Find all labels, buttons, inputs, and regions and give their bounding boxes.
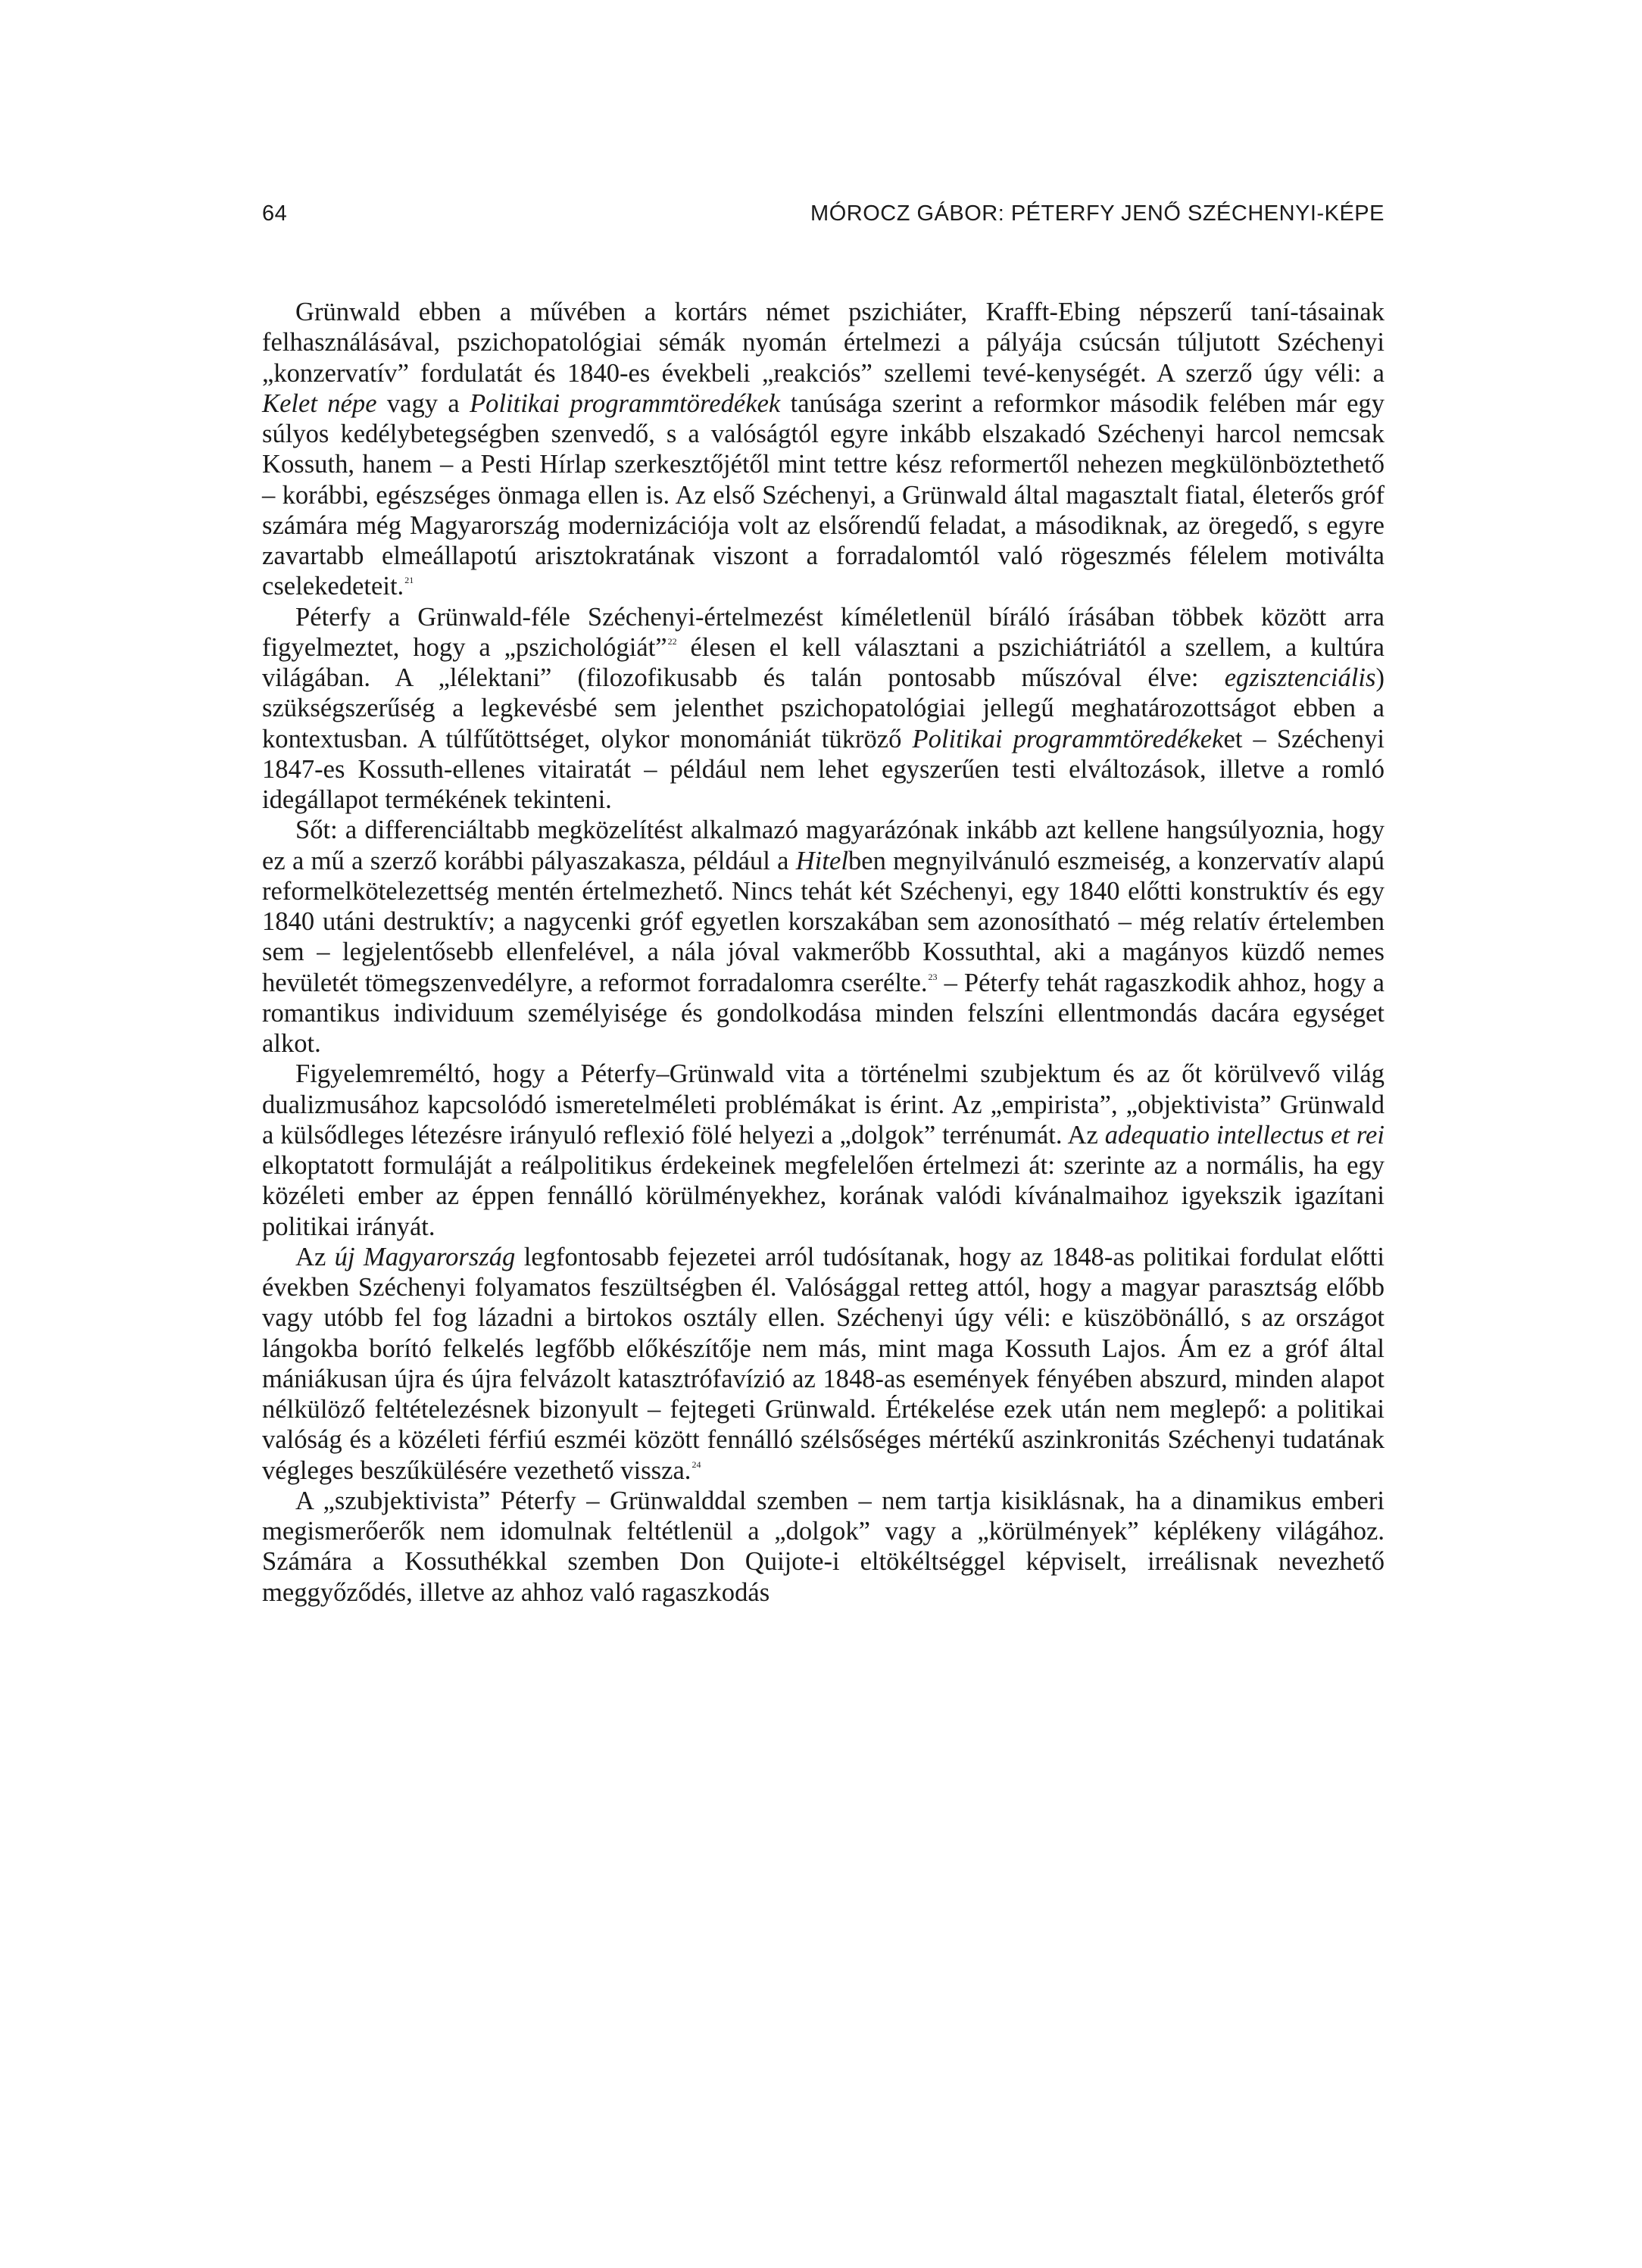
paragraph xyxy=(262,297,1384,602)
text-run: legfontosabb fejezetei arról tudósítanak, hogy az 1848-as politikai fordulat előtti években Széchenyi folyamatos feszültségben él. Valósággal retteg attól, hogy a magyar parasztság előbb vagy utóbb fel fog lázadni a birtokos osztály ellen. Széchenyi úgy véli: e küszöbönálló, s az országot lángokba borító felkelés legfőbb előkészítője nem más, mint maga Kossuth Lajos. Ám ez a gróf által mániákusan újra és újra felvázolt katasztrófavízió az 1848-as események fényében abszurd, minden alapot nélkülöző feltételezésnek bizonyult – fejtegeti Grünwald. Értékelése ezek után nem meglepő: a politikai valóság és a közéleti férfiú eszméi között fennálló szélsőséges mértékű aszinkronitás Széchenyi tudatának végleges beszűkülésére vezethető vissza. xyxy=(262,1242,1384,1485)
italic-title: egzisztenciális xyxy=(1224,663,1376,692)
italic-title: Kelet népe xyxy=(262,388,377,418)
text-run: ) szükségszerűség a legkevésbé sem jelenthet pszichopatológiai jellegű meghatározottságot ebben a kontextusban. A túlfűtöttséget, olykor monomániát tükröző xyxy=(262,663,1384,753)
italic-title: új Magyarország xyxy=(334,1242,516,1271)
footnote-marker: 23 xyxy=(928,971,938,982)
text-run: Sőt: a differenciáltabb megközelítést alkalmazó magyarázónak inkább azt kellene hangsúlyoznia, hogy ez a mű a szerző korábbi pályaszakasza, például a xyxy=(262,816,1384,875)
text-run: Figyelemreméltó, hogy a Péterfy–Grünwald vita a történelmi szubjektum és az őt körülvevő világ dualizmusához kapcsolódó ismeretelméleti problémákat is érint. Az „empirista”, „objektivista” Grünwald a külsődleges létezésre irányuló reflexió fölé helyezi a „dolgok” terrénumát. Az xyxy=(262,1059,1384,1150)
text-run: – Péterfy tehát ragaszkodik ahhoz, hogy a romantikus individuum személyisége és gondolkodása minden felszíni ellentmondás dacára egységet alkot. xyxy=(262,968,1384,1058)
page-header xyxy=(262,201,1384,239)
italic-title: Politikai programmtöredékek xyxy=(912,724,1224,753)
italic-title: Politikai programmtöredékek xyxy=(470,388,781,418)
footnote-marker: 21 xyxy=(404,575,414,586)
page-number: 64 xyxy=(262,201,288,226)
text-run: A „szubjektivista” Péterfy – Grünwalddal szemben – nem tartja kisiklásnak, ha a dinamikus emberi megismerőerők nem idomulnak feltétlenül a „dolgok” vagy a „körülmények” képlékeny világához. Számára a Kossuthékkal szemben Don Quijote-i eltökéltséggel képviselt, irreálisnak nevezhető meggyőződés, illetve az ahhoz való ragaszkodás xyxy=(262,1486,1384,1607)
main-text xyxy=(262,297,1384,1608)
paragraph xyxy=(262,602,1384,816)
text-run: Grünwald ebben a művében a kortárs német pszichiáter, Krafft-Ebing népszerű taní-tásainak felhasználásával, pszichopatológiai sémák nyomán értelmezi a pályája csúcsán túljutott Széchenyi „konzervatív” fordulatát és 1840-es évekbeli „reakciós” szellemi tevé-kenységét. A szerző úgy véli: a xyxy=(262,298,1384,388)
text-run: Péterfy a Grünwald-féle Széchenyi-értelmezést kíméletlenül bíráló írásában többek között arra figyelmeztet, hogy a „pszichológiát” xyxy=(262,602,1384,662)
italic-title: Hitel xyxy=(795,846,848,875)
italic-title: adequatio intellectus et rei xyxy=(1104,1120,1384,1150)
text-run: vagy a xyxy=(376,388,470,418)
text-run: elkoptatott formuláját a reálpolitikus érdekeinek megfelelően értelmezi át: szerinte az a normális, ha egy közéleti ember az éppen fennálló körülményekhez, korának valódi kívánalmaihoz igyekszik igazítani politikai irányát. xyxy=(262,1151,1384,1241)
text-run: ben megnyilvánuló eszmeiség, a konzervatív alapú reformelkötelezettség mentén értelmezhető. Nincs tehát két Széchenyi, egy 1840 előtti konstruktív és egy 1840 utáni destruktív; a nagycenki gróf egyetlen korszakában sem azonosítható – még relatív értelemben sem – legjelentősebb ellenfelével, a nála jóval vakmerőbb Kossuthtal, aki a magányos küzdő nemes hevületét tömegszenvedélyre, a reformot forradalomra cserélte. xyxy=(262,846,1384,997)
paragraph xyxy=(262,1059,1384,1242)
running-title: MÓROCZ GÁBOR: PÉTERFY JENŐ SZÉCHENYI-KÉPE xyxy=(810,201,1384,226)
text-run: tanúsága szerint a reformkor második felében már egy súlyos kedélybetegségben szenvedő, s a valóságtól egyre inkább elszakadó Széchenyi harcol nemcsak Kossuth, hanem – a Pesti Hírlap szerkesztőjétől mint tettre kész reformertől nehezen megkülönböztethető – korábbi, egészséges önmaga ellen is. Az első Széchenyi, a Grünwald által magasztalt fiatal, életerős gróf számára még Magyarország modernizációja volt az elsőrendű feladat, a másodiknak, az öregedő, s egyre zavartabb elmeállapotú arisztokratának viszont a forradalomtól való rögeszmés félelem motiválta cselekedeteit. xyxy=(262,388,1385,601)
text-run: élesen el kell választani a pszichiátriától a szellem, a kultúra világában. A „lélektani” (filozofikusabb és talán pontosabb műszóval élve: xyxy=(262,632,1384,692)
paragraph xyxy=(262,1486,1384,1608)
footnote-marker: 24 xyxy=(691,1458,701,1470)
text-run: et – Széchenyi 1847-es Kossuth-ellenes vitairatát – például nem lehet egyszerűen testi elváltozások, illetve a romló idegállapot termékének tekinteni. xyxy=(262,724,1384,814)
paragraph xyxy=(262,815,1384,1059)
text-run: Az xyxy=(295,1242,335,1271)
paragraph xyxy=(262,1242,1384,1486)
footnote-marker: 22 xyxy=(667,635,677,647)
